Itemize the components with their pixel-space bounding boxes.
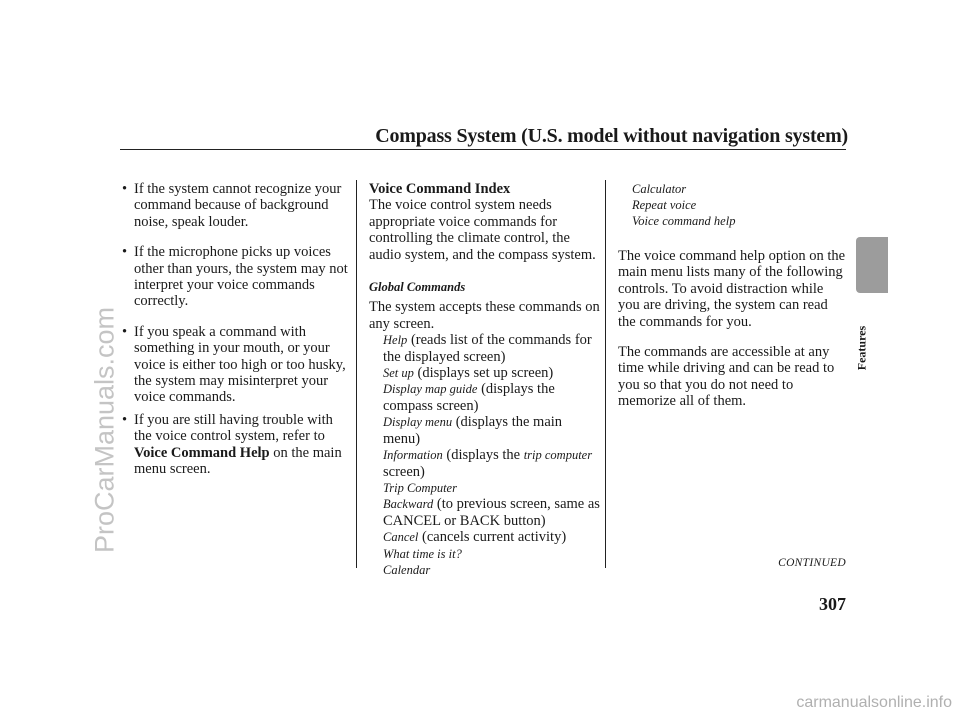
- bullet-speak: • If you speak a command with something in your mouth, or your voice is either too high or too husky, the system may misinterpret your voice commands.: [122, 324, 354, 406]
- column-middle: [369, 181, 601, 578]
- section-label-text: Features: [854, 325, 869, 371]
- header-rule: [120, 149, 846, 150]
- help-option-paragraph: The voice command help option on the main menu lists many of the following controls. To avoid distraction while you are driving, the system can read the commands for you.: [618, 248, 846, 330]
- command-map-guide: [369, 381, 601, 414]
- command-name: Help: [383, 333, 408, 348]
- voice-command-help-ref: Voice Command Help: [134, 444, 270, 461]
- command-ref-trip-computer: trip computer: [523, 448, 593, 463]
- voice-command-intro: The voice control system needs appropriate voice commands for controlling the climate control, the audio system, and the compass system.: [369, 197, 596, 263]
- command-name: Cancel: [383, 530, 419, 545]
- global-commands-heading: Global Commands: [369, 280, 466, 295]
- command-setup: [369, 365, 601, 381]
- command-display-menu: [369, 414, 601, 447]
- watermark-left: [75, 190, 135, 670]
- bullet-microphone: • If the microphone picks up voices other than yours, the system may not interpret your voice commands correctly.: [122, 244, 354, 310]
- command-desc: (cancels current activity): [418, 529, 567, 546]
- command-voice-command-help: Voice command help: [632, 214, 736, 228]
- section-tab-marker: [856, 237, 888, 293]
- bullet-trouble-text: If you are still having trouble with the voice control system, refer to: [134, 411, 333, 445]
- command-name: Backward: [383, 497, 434, 512]
- column-divider-right: [605, 180, 606, 568]
- section-heading-voice-command-index: Voice Command Index: [369, 181, 511, 197]
- bullet-noise: • If the system cannot recognize your command because of background noise, speak louder.: [122, 181, 354, 230]
- watermark-left-text: ProCarManuals.com: [89, 306, 120, 554]
- command-desc: (displays the compass screen): [383, 381, 555, 414]
- command-name: Set up: [383, 366, 414, 381]
- command-cancel: [369, 529, 601, 545]
- watermark-bottom: carmanualsonline.info: [796, 694, 952, 711]
- column-right: [618, 181, 848, 424]
- command-trip-computer: [369, 480, 601, 496]
- command-desc: (displays the main menu): [383, 414, 563, 447]
- command-name: Display map guide: [383, 382, 478, 397]
- continued-command-list: [618, 181, 848, 229]
- command-calculator: Calculator: [632, 182, 687, 196]
- command-name: What time is it?: [383, 546, 462, 561]
- global-commands-intro: The system accepts these commands on any screen.: [369, 299, 600, 332]
- page-title: Compass System (U.S. model without navigation system): [375, 125, 848, 147]
- column-divider-left: [356, 180, 357, 568]
- command-information: [369, 447, 601, 480]
- command-backward: [369, 496, 601, 529]
- command-help: [369, 332, 601, 365]
- command-calendar: [369, 562, 601, 578]
- command-desc: (to previous screen, same as CANCEL or BACK button): [383, 496, 600, 529]
- command-name: Information: [383, 448, 443, 463]
- command-desc: (reads list of the commands for the displayed screen): [383, 332, 592, 365]
- command-what-time: [369, 546, 601, 562]
- command-name: Trip Computer: [383, 480, 457, 495]
- command-desc: (displays the: [442, 447, 524, 464]
- page-number: 307: [819, 594, 846, 614]
- command-desc: (displays set up screen): [413, 365, 554, 382]
- continued-label: CONTINUED: [778, 557, 846, 569]
- section-label: [852, 308, 872, 388]
- command-repeat-voice: Repeat voice: [632, 198, 697, 212]
- bullet-trouble: [122, 412, 354, 478]
- command-name: Calendar: [383, 562, 431, 577]
- command-desc-tail: screen): [383, 463, 425, 480]
- command-name: Display menu: [383, 415, 453, 430]
- commands-accessible-paragraph: The commands are accessible at any time while driving and can be read to you so that you do not need to memorize all of them.: [618, 344, 835, 410]
- column-left: [122, 181, 354, 492]
- bullet-trouble-tail: on the main menu screen.: [134, 444, 342, 478]
